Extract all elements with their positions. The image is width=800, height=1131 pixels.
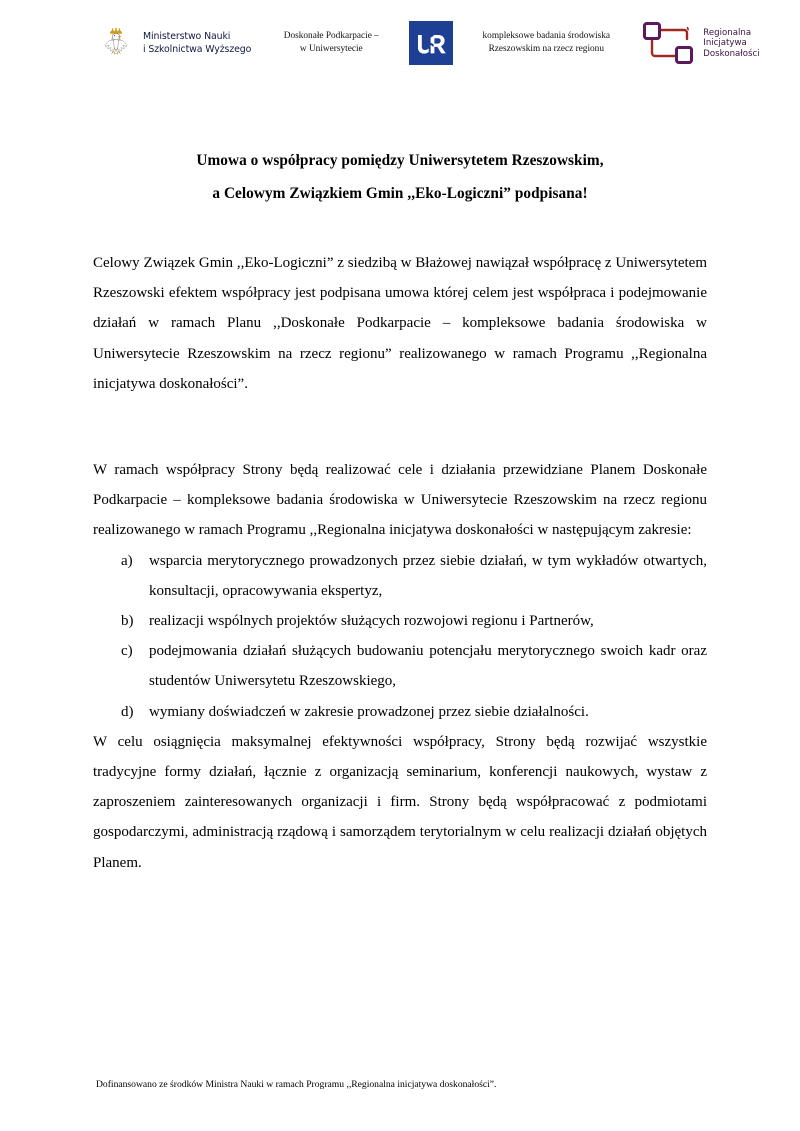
list-item-text: wymiany doświadczeń w zakresie prowadzonej przez siebie działalności.: [149, 703, 589, 720]
list-item-marker: d): [121, 703, 134, 720]
caption-kompleksowe-line2: Rzeszowskim na rzecz regionu: [488, 44, 604, 54]
list-item: [93, 636, 707, 696]
ministry-logo-line2: i Szkolnictwa Wyższego: [143, 44, 252, 55]
rid-logo-line3: Doskonałości: [703, 48, 760, 59]
ur-logo: [409, 21, 453, 65]
paragraph-closing: W celu osiągnięcia maksymalnej efektywności współpracy, Strony będą rozwijać wszystkie tradycyjne formy działań, łącznie z organizacją seminarium, konferencji naukowych, wystaw z zaproszeniem zainteresowanych organizacji i firm. Strony będą współpracować z podmiotami gospodarczymi, administracją rządową i samorządem terytorialnym w celu realizacji działań objętych Planem.: [93, 733, 707, 871]
ministry-logo-text: [143, 23, 251, 56]
caption-kompleksowe-line1: kompleksowe badania środowiska: [482, 31, 611, 41]
page-title-line1: Umowa o współpracy pomiędzy Uniwersytetem Rzeszowskim,: [196, 152, 604, 170]
paragraph-scope-intro: W ramach współpracy Strony będą realizować cele i działania przewidziane Planem Doskonałe Podkarpacie – kompleksowe badania środowiska w Uniwersytecie Rzeszowskim na rzecz regionu realizowanego w ramach Programu ,,Regionalna inicjatywa doskonałości w następującym zakresie:: [93, 462, 707, 539]
page-title: [93, 144, 707, 210]
ministry-logo: [96, 23, 251, 63]
rid-logo-line1: Regionalna: [703, 27, 752, 38]
list-item: [93, 606, 707, 636]
list-item-text: wsparcia merytorycznego prowadzonych przez siebie działań, w tym wykładów otwartych, konsultacji, opracowywania ekspertyz,: [149, 552, 707, 599]
scope-list: [93, 546, 707, 727]
header-caption-doskonale: [269, 30, 393, 56]
rid-logo: [640, 20, 759, 66]
ministry-logo-line1: Ministerstwo Nauki: [143, 31, 231, 42]
paragraph-spacer-1: [93, 399, 707, 455]
list-item-text: podejmowania działań służących budowaniu potencjału merytorycznego swoich kadr oraz studentów Uniwersytetu Rzeszowskiego,: [149, 643, 707, 690]
paragraph-intro: Celowy Związek Gmin ,,Eko-Logiczni” z siedzibą w Błażowej nawiązał współpracę z Uniwersytetem Rzeszowski efektem współpracy jest podpisana umowa której celem jest współpraca i podejmowanie działań w ramach Planu ,,Doskonałe Podkarpacie – kompleksowe badania środowiska w Uniwersytecie Rzeszowskim na rzecz regionu” realizowanego w ramach Programu ,,Regionalna inicjatywa doskonałości”.: [93, 255, 707, 392]
list-item: [93, 546, 707, 606]
header-logo-strip: [0, 0, 800, 86]
list-item-marker: a): [121, 552, 133, 569]
rid-logo-text: [703, 27, 759, 60]
caption-doskonale-line2: w Uniwersytecie: [299, 44, 363, 54]
list-item-marker: b): [121, 613, 134, 630]
list-item-marker: c): [121, 643, 133, 660]
funding-footer-note: Dofinansowano ze środków Ministra Nauki w ramach Programu ,,Regionalna inicjatywa doskonałości”.: [96, 1079, 497, 1090]
ur-monogram-logo-icon: [409, 21, 453, 65]
header-caption-kompleksowe: [466, 30, 626, 56]
polish-eagle-emblem-icon: [96, 23, 136, 63]
rid-squares-mark-icon: [640, 20, 698, 66]
document-body: [93, 248, 707, 878]
page-title-line2: a Celowym Związkiem Gmin ,,Eko-Logiczni” podpisana!: [212, 185, 588, 203]
caption-doskonale-line1: Doskonałe Podkarpacie –: [283, 31, 379, 41]
list-item: [93, 697, 707, 727]
rid-logo-line2: Inicjatywa: [703, 38, 747, 49]
list-item-text: realizacji wspólnych projektów służących rozwojowi regionu i Partnerów,: [149, 613, 594, 630]
